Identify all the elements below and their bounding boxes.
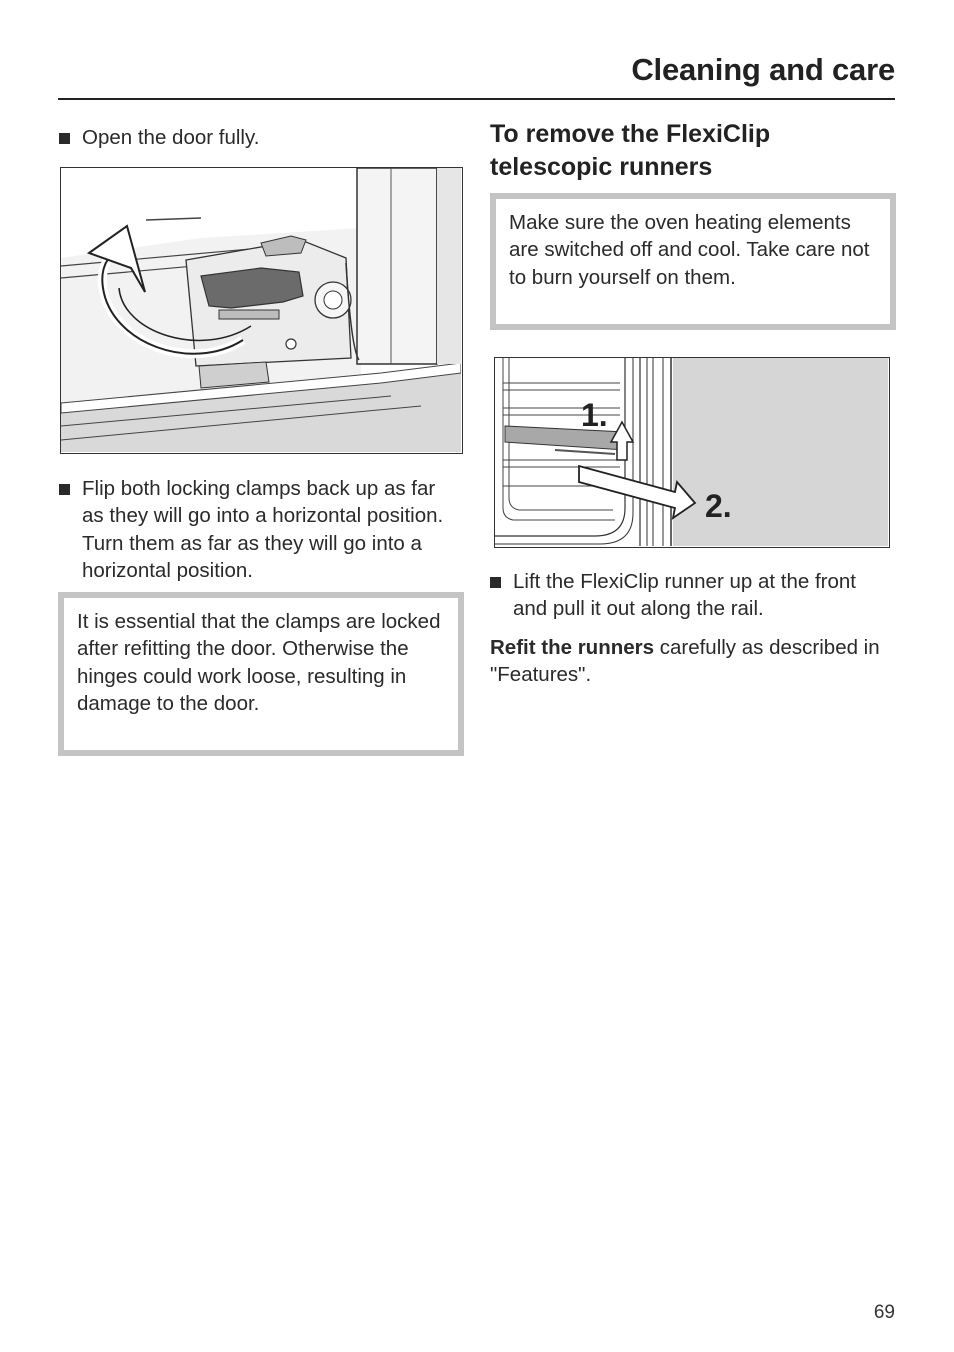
page-number: 69 bbox=[873, 1302, 895, 1323]
door-hinge-illustration bbox=[61, 168, 461, 452]
refit-rest-text: carefully as described in "Features". bbox=[490, 636, 880, 687]
clamp-warning-text: It is essential that the clamps are locked after refitting the door. Otherwise the hinges could work loose, resulting in damage to the door. bbox=[77, 610, 441, 715]
flexiclip-figure bbox=[494, 357, 890, 548]
bullet-square-icon bbox=[59, 133, 70, 144]
clamp-warning-box bbox=[58, 592, 464, 756]
page-title: Cleaning and care bbox=[631, 52, 895, 87]
step-open-door bbox=[59, 124, 459, 151]
heating-warning-box bbox=[490, 193, 896, 330]
bullet-square-icon bbox=[59, 484, 70, 495]
refit-paragraph bbox=[490, 634, 890, 689]
heating-warning-text: Make sure the oven heating elements are switched off and cool. Take care not to burn yourself on them. bbox=[509, 211, 870, 289]
step-flip-clamps bbox=[59, 475, 459, 584]
step-lift-runner bbox=[490, 568, 895, 623]
refit-bold-text: Refit the runners bbox=[490, 636, 655, 659]
flexiclip-illustration bbox=[495, 358, 888, 546]
section-heading: To remove the FlexiClip telescopic runners bbox=[490, 120, 771, 181]
door-hinge-figure bbox=[60, 167, 463, 454]
bullet-square-icon bbox=[490, 577, 501, 588]
header-rule bbox=[58, 98, 895, 100]
figure-label-1: 1. bbox=[581, 397, 608, 433]
step-lift-runner-text: Lift the FlexiClip runner up at the front and pull it out along the rail. bbox=[513, 570, 856, 621]
step-flip-clamps-text: Flip both locking clamps back up as far as they will go into a horizontal position. Turn them as far as they will go into a horizontal position. bbox=[82, 477, 444, 582]
figure-label-2: 2. bbox=[705, 488, 732, 524]
step-open-door-text: Open the door fully. bbox=[82, 126, 260, 149]
